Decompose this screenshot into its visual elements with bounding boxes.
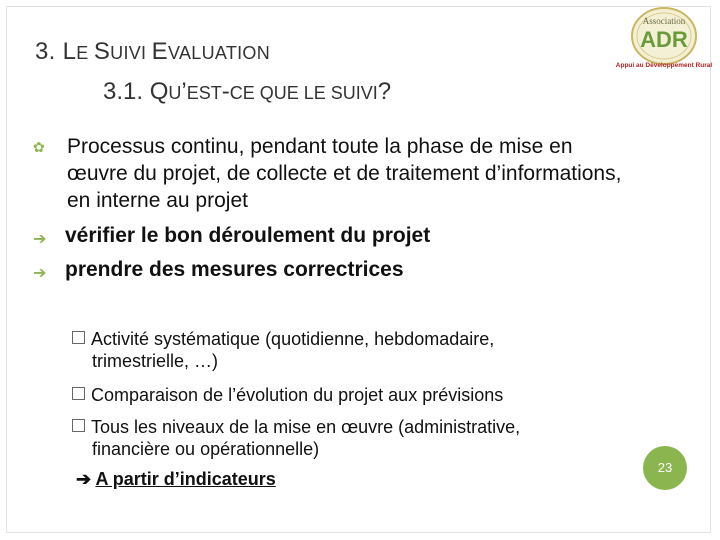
checkbox-icon xyxy=(72,331,85,344)
subtitle-part: U xyxy=(168,83,182,103)
sub-item-text: Tous les niveaux de la mise en œuvre (administrative, xyxy=(91,417,521,437)
sub-item-activity xyxy=(72,328,494,350)
sub-item-levels xyxy=(72,416,520,438)
title-part: UIVI xyxy=(110,43,152,63)
checkbox-icon xyxy=(72,387,85,400)
title-part: E xyxy=(151,38,168,65)
subtitle-part: ? xyxy=(377,78,392,105)
logo-bottom-text: Appui au Développement Rural xyxy=(615,62,713,69)
subtitle-part: CE QUE LE SUIVI xyxy=(229,83,378,103)
arrow-right-icon: ➔ xyxy=(33,265,47,282)
subtitle-part: ’ xyxy=(181,78,187,105)
checkbox-icon xyxy=(72,419,85,432)
title-part: VALUATION xyxy=(167,43,271,63)
slide-subtitle xyxy=(103,78,391,106)
point-corrective: prendre des mesures correctrices xyxy=(65,258,404,281)
sub-item-text: Activité systématique (quotidienne, hebdomadaire, xyxy=(91,329,495,349)
intro-paragraph: Processus continu, pendant toute la phase de mise en œuvre du projet, de collecte et de traitement d’informations, en interne au projet xyxy=(67,135,622,212)
logo-main-text: ADR xyxy=(640,27,688,52)
sub-item-text: Comparaison de l’évolution du projet aux prévisions xyxy=(91,385,504,405)
sub-item-comparison xyxy=(72,384,503,406)
sub-item-levels-cont: financière ou opérationnelle) xyxy=(92,439,320,459)
flower-bullet-icon: ✿ xyxy=(33,139,45,155)
indicators-text: A partir d’indicateurs xyxy=(95,469,276,489)
title-part: 3. L xyxy=(35,38,77,65)
sub-item-activity-cont: trimestrielle, …) xyxy=(92,351,219,371)
subtitle-part: 3.1. Q xyxy=(103,78,169,105)
subtitle-part: - xyxy=(221,78,230,105)
page-number-badge: 23 xyxy=(643,446,687,490)
arrow-right-icon: ➔ xyxy=(76,469,92,489)
slide-title xyxy=(35,38,270,66)
subtitle-part: EST xyxy=(186,83,222,103)
logo-top-text: Association xyxy=(642,16,686,26)
point-verify: vérifier le bon déroulement du projet xyxy=(65,224,431,247)
final-note xyxy=(76,469,276,490)
title-part: S xyxy=(93,38,111,65)
arrow-right-icon: ➔ xyxy=(33,231,47,248)
adr-logo xyxy=(614,6,714,70)
title-part: E xyxy=(76,43,94,63)
